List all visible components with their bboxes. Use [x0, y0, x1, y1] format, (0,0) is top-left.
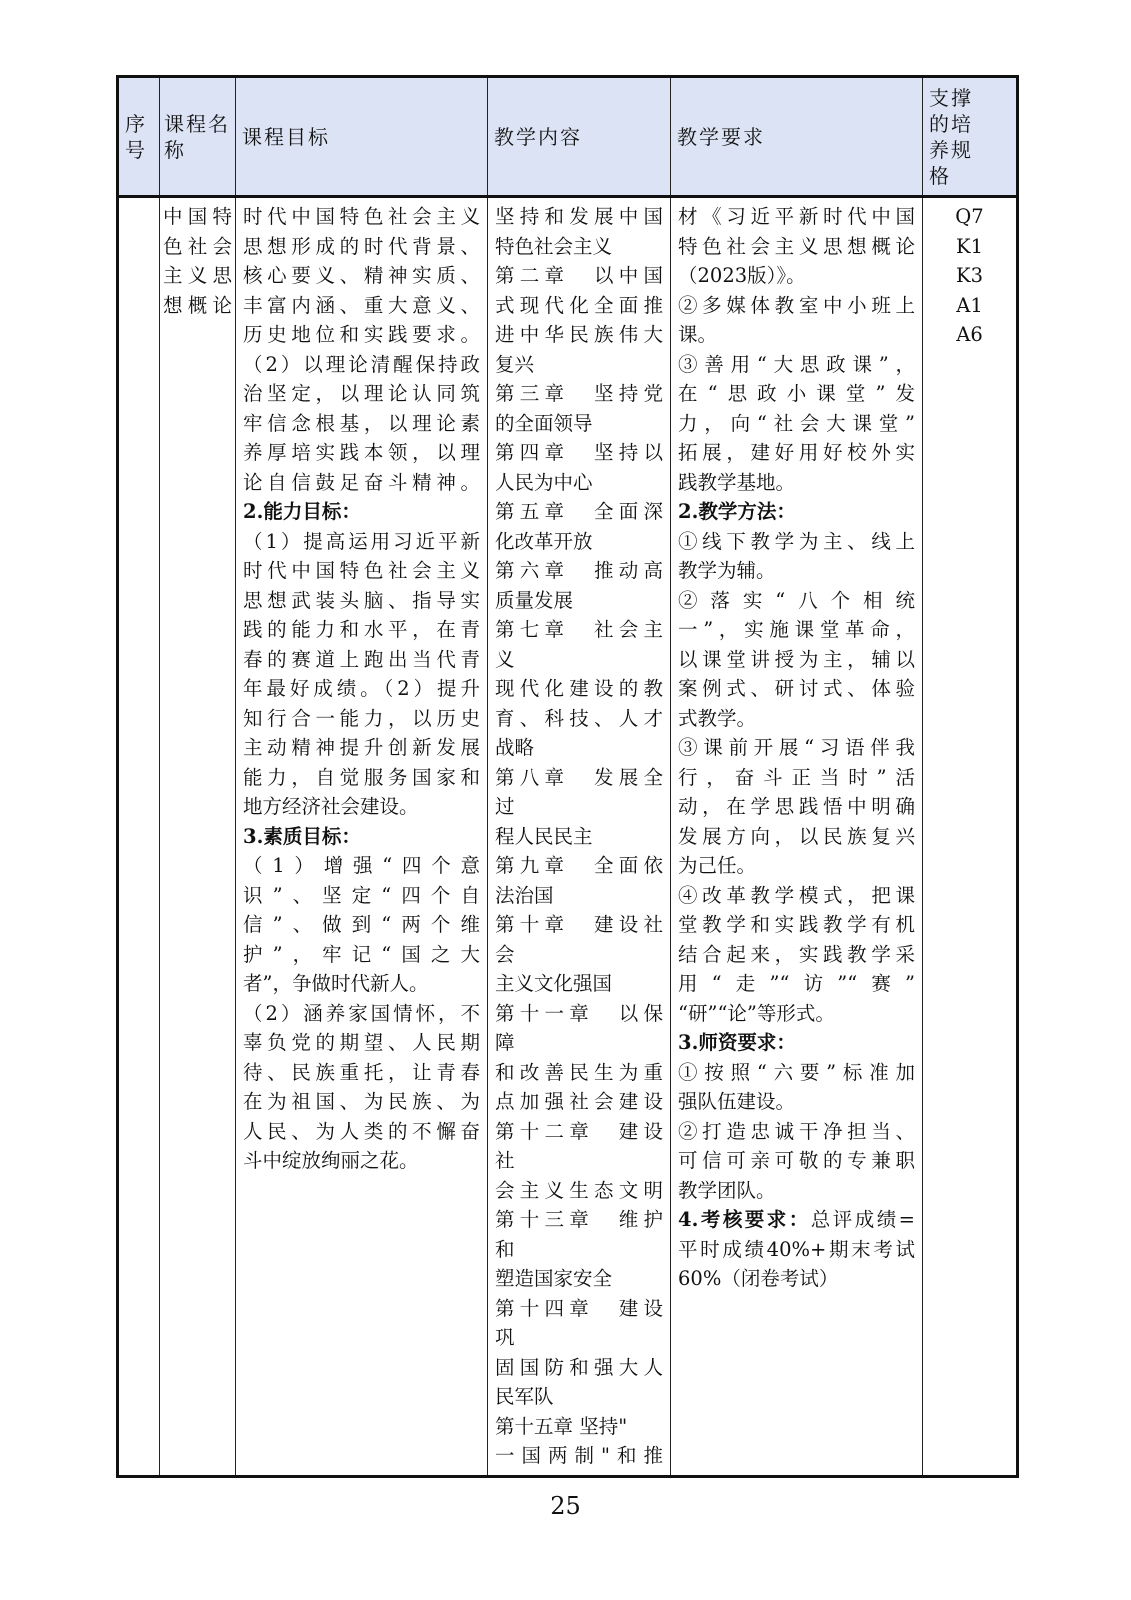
- text-line: 一国两制"和推: [495, 1444, 663, 1467]
- header-seq: [118, 77, 160, 197]
- text-line: 特色社会主义: [495, 234, 613, 258]
- text-line: 的全面领导: [495, 411, 593, 435]
- table-header-row: [118, 77, 1018, 197]
- text-line: 法治国: [495, 883, 554, 907]
- text-line: 思想武装头脑、指导实: [243, 588, 480, 612]
- text-line: 践的能力和水平，在青: [243, 618, 480, 641]
- text-line: 人民为中心: [495, 470, 593, 494]
- text-line: 养厚培实践本领，以理: [243, 441, 480, 464]
- text-line: 第十三章 维护: [495, 1208, 663, 1231]
- text-line: 第六章 推动高: [495, 559, 663, 582]
- text-line: 坚持和发展中国: [495, 205, 663, 228]
- header-teaching-content: 教学内容: [488, 77, 671, 197]
- text-line: 社: [495, 1149, 515, 1172]
- text-line: 第四章 坚持以: [495, 441, 663, 464]
- text-line: （2023版）》。: [678, 264, 806, 287]
- cell-teaching-content: [488, 197, 671, 1477]
- cell-seq: [118, 197, 160, 1477]
- header-supported-specs: [923, 77, 1018, 197]
- text-line: 核心要义、精神实质、: [243, 264, 480, 287]
- text-line: 堂教学和实践教学有机: [678, 913, 915, 936]
- text-line: 程人民民主: [495, 824, 593, 848]
- text-line: 待、民族重托，让青春: [243, 1060, 480, 1084]
- text-line: 式现代化全面推: [495, 293, 663, 317]
- text-line: 用“走”“访”“赛”: [678, 972, 915, 995]
- curriculum-table: [116, 75, 1019, 1478]
- text-line: ③善用“大思政课”，: [678, 352, 915, 376]
- page-number: 25: [550, 1492, 581, 1520]
- text-line: 第十一章 以保: [495, 1001, 663, 1025]
- support-spec-code: A1: [956, 293, 983, 317]
- header-course-name: 课程名称: [160, 77, 236, 197]
- text-line: 第七章 社会主: [495, 618, 663, 641]
- text-line: （2）涵养家国情怀，不: [243, 1001, 480, 1025]
- text-line: 质量发展: [495, 588, 574, 612]
- text-line: 义: [495, 647, 515, 671]
- text-line: 主动精神提升创新发展: [243, 736, 480, 759]
- text-line: 在“思政小课堂”发: [678, 382, 915, 405]
- text-line: 年最好成绩。（2）提升: [243, 677, 480, 700]
- text-line: 课。: [678, 323, 718, 346]
- text-line: 春的赛道上跑出当代青: [243, 647, 480, 671]
- text-line: 民军队: [495, 1385, 554, 1408]
- text-line: 3.师资要求：: [678, 1031, 796, 1054]
- course-name-line: 想概论: [163, 293, 232, 317]
- text-line: （1）提高运用习近平新: [243, 529, 480, 553]
- text-line: 式教学。: [678, 706, 757, 730]
- text-line: ③课前开展“习语伴我: [678, 736, 915, 759]
- text-line: （2）以理论清醒保持政: [243, 352, 480, 376]
- cell-course-goal: [236, 197, 488, 1477]
- text-line: 历史地位和实践要求。: [243, 323, 480, 346]
- text-line: 能力，自觉服务国家和: [243, 765, 480, 789]
- text-line: 行，奋斗正当时”活: [678, 765, 915, 789]
- support-spec-code: K1: [956, 234, 983, 258]
- text-line: 第十四章 建设: [495, 1296, 663, 1320]
- text-line: 和: [495, 1237, 515, 1261]
- text-line: 一”，实施课堂革命，: [678, 618, 915, 641]
- text-line: 时代中国特色社会主义: [243, 205, 480, 228]
- text-line: 辜负党的期望、人民期: [243, 1031, 480, 1054]
- text-line: 会: [495, 942, 515, 966]
- text-line: 4.考核要求：总评成绩=: [678, 1208, 915, 1231]
- text-line: 第三章 坚持党: [495, 382, 663, 405]
- header-course-goal: 课程目标: [236, 77, 488, 197]
- text-line: 复兴: [495, 352, 535, 376]
- text-line: 第二章 以中国: [495, 264, 663, 287]
- text-line: 第十五章 坚持": [495, 1414, 628, 1438]
- text-line: 会主义生态文明: [495, 1178, 663, 1202]
- text-line: 识”、坚定“四个自: [243, 883, 480, 907]
- text-line: 第八章 发展全: [495, 765, 663, 789]
- header-seq-label: 序 号: [125, 111, 147, 162]
- text-line: 结合起来，实践教学采: [678, 942, 915, 966]
- text-line: 时代中国特色社会主义: [243, 559, 480, 582]
- text-line: ①线下教学为主、线上: [678, 529, 915, 553]
- course-name-line: 主义思: [163, 264, 232, 287]
- text-line: ②多媒体教室中小班上: [678, 293, 915, 317]
- text-line: 第五章 全面深: [495, 500, 663, 523]
- cell-supported-specs: [923, 197, 1018, 1477]
- text-line: 动，在学思践悟中明确: [678, 795, 915, 818]
- course-name-line: 色社会: [163, 234, 232, 258]
- text-line: ④改革教学模式，把课: [678, 883, 915, 907]
- text-line: 思想形成的时代背景、: [243, 234, 480, 258]
- cell-teaching-requirements: [671, 197, 923, 1477]
- text-line: 信”、做到“两个维: [243, 913, 480, 936]
- text-line: 现代化建设的教: [495, 677, 663, 700]
- header-support-label: 支撑 的培 养规 格: [929, 85, 973, 188]
- text-line: 战略: [495, 736, 535, 759]
- text-line: 60%（闭卷考试）: [678, 1267, 839, 1290]
- text-line: （1）增强“四个意: [243, 854, 480, 877]
- text-line: 进中华民族伟大: [495, 323, 663, 346]
- text-line: 巩: [495, 1326, 515, 1349]
- text-line: 拓展，建好用好校外实: [678, 441, 915, 464]
- support-spec-code: A6: [956, 323, 983, 346]
- text-line: 教学为辅。: [678, 559, 776, 582]
- text-line: 斗中绽放绚丽之花。: [243, 1149, 419, 1172]
- text-line: 以课堂讲授为主，辅以: [678, 647, 915, 671]
- text-line: 育、科技、人才: [495, 706, 663, 730]
- cell-course-name: [160, 197, 236, 1477]
- text-line: 第十章 建设社: [495, 913, 663, 936]
- text-line: 第十二章 建设: [495, 1119, 663, 1143]
- text-line: 塑造国家安全: [495, 1267, 613, 1290]
- text-line: 牢信念根基，以理论素: [243, 411, 480, 435]
- text-line: 知行合一能力，以历史: [243, 706, 480, 730]
- text-line: 平时成绩40%+期末考试: [678, 1237, 915, 1261]
- text-line: 可信可亲可敬的专兼职: [678, 1149, 915, 1172]
- text-line: 力，向“社会大课堂”: [678, 411, 915, 435]
- text-line: 主义文化强国: [495, 972, 613, 995]
- text-line: 化改革开放: [495, 529, 593, 553]
- text-line: 3.素质目标：: [243, 824, 361, 848]
- text-line: ②落实“八个相统: [678, 588, 915, 612]
- text-line: 和改善民生为重: [495, 1060, 663, 1084]
- text-line: 障: [495, 1031, 515, 1054]
- text-line: 治坚定，以理论认同筑: [243, 382, 480, 405]
- table-row: [118, 197, 1018, 1477]
- text-line: 特色社会主义思想概论: [678, 234, 915, 258]
- text-line: “研”“论”等形式。: [678, 1001, 835, 1025]
- text-line: 过: [495, 795, 515, 818]
- text-line: 点加强社会建设: [495, 1090, 663, 1113]
- text-line: 强队伍建设。: [678, 1090, 796, 1113]
- text-line: 2.教学方法：: [678, 500, 796, 523]
- text-line: 教学团队。: [678, 1178, 776, 1202]
- support-spec-code: K3: [956, 264, 983, 287]
- text-line: 在为祖国、为民族、为: [243, 1090, 480, 1113]
- text-line: 为己任。: [678, 854, 757, 877]
- text-line: 材《习近平新时代中国: [678, 205, 915, 228]
- text-line: ②打造忠诚干净担当、: [678, 1119, 915, 1143]
- text-line: 者”，争做时代新人。: [243, 972, 429, 995]
- text-line: 论自信鼓足奋斗精神。: [243, 470, 480, 494]
- text-line: 地方经济社会建设。: [243, 795, 419, 818]
- text-line: 护”，牢记“国之大: [243, 942, 480, 966]
- header-teaching-requirements: 教学要求: [671, 77, 923, 197]
- text-line: 第九章 全面依: [495, 854, 663, 877]
- text-line: 人民、为人类的不懈奋: [243, 1119, 480, 1143]
- text-line: 丰富内涵、重大意义、: [243, 293, 480, 317]
- text-line: 固国防和强大人: [495, 1355, 663, 1379]
- course-name-line: 中国特: [163, 205, 232, 228]
- support-spec-code: Q7: [955, 205, 984, 228]
- text-line: 践教学基地。: [678, 470, 796, 494]
- text-line: 案例式、研讨式、体验: [678, 677, 915, 700]
- text-line: 发展方向，以民族复兴: [678, 824, 915, 848]
- text-line: 2.能力目标：: [243, 500, 361, 523]
- text-line: ①按照“六要”标准加: [678, 1060, 915, 1084]
